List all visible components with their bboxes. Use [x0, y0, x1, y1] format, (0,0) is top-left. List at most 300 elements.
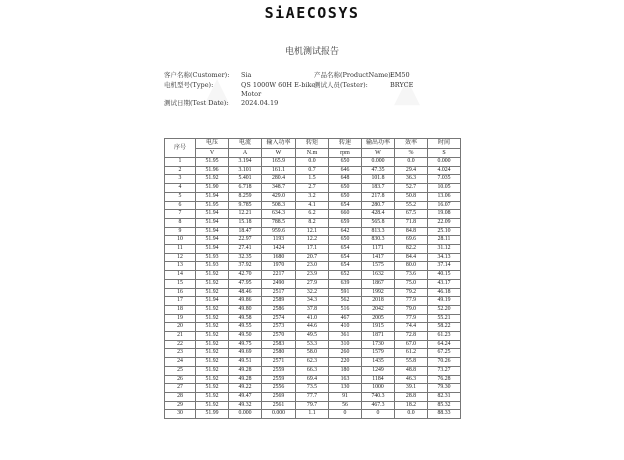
table-cell: 51.92 [196, 340, 229, 349]
table-cell: 642 [329, 227, 362, 236]
row-index-cell: 5 [165, 192, 196, 201]
table-cell: 49.58 [229, 314, 262, 323]
table-cell: 2574 [262, 314, 296, 323]
table-cell: 19.08 [428, 210, 461, 219]
table-cell: 516 [329, 305, 362, 314]
table-cell: 70.26 [428, 358, 461, 367]
table-cell: 2561 [262, 401, 296, 410]
table-cell: 654 [329, 262, 362, 271]
table-cell: 79.2 [395, 288, 428, 297]
table-cell: 67.0 [395, 340, 428, 349]
row-index-cell: 10 [165, 236, 196, 245]
table-cell: 654 [329, 201, 362, 210]
table-cell: 49.19 [428, 297, 461, 306]
table-cell: 51.93 [196, 253, 229, 262]
row-index-cell: 20 [165, 323, 196, 332]
table-row [165, 158, 461, 167]
table-cell: 28.11 [428, 236, 461, 245]
row-index-cell: 14 [165, 271, 196, 280]
table-cell: 84.4 [395, 253, 428, 262]
table-cell: 161.1 [262, 166, 296, 175]
table-cell: 2.7 [296, 184, 329, 193]
table-cell: 10.05 [428, 184, 461, 193]
column-unit: W [262, 148, 296, 158]
table-row [165, 349, 461, 358]
table-cell: 220 [329, 358, 362, 367]
table-cell: 55.21 [428, 314, 461, 323]
table-cell: 830.3 [362, 236, 395, 245]
table-row [165, 175, 461, 184]
type-value: QS 1000W 60H E-bike [241, 81, 316, 89]
row-index-cell: 9 [165, 227, 196, 236]
table-cell: 84.8 [395, 227, 428, 236]
table-cell: 82.31 [428, 392, 461, 401]
table-cell: 410 [329, 323, 362, 332]
table-cell: 648 [329, 175, 362, 184]
table-cell: 508.3 [262, 201, 296, 210]
table-row [165, 236, 461, 245]
column-header: 电流 [229, 139, 262, 149]
table-row [165, 245, 461, 254]
table-cell: 56 [329, 401, 362, 410]
table-cell: 8.2 [296, 218, 329, 227]
table-cell: 66.3 [296, 366, 329, 375]
table-cell: 183.7 [362, 184, 395, 193]
tester-value: BRYCE [390, 81, 414, 89]
report-title: 电机测试报告 [284, 47, 339, 57]
row-index-cell: 1 [165, 158, 196, 167]
table-cell: 51.92 [196, 314, 229, 323]
table-cell: 64.24 [428, 340, 461, 349]
index-header: 序号 [165, 139, 196, 158]
table-cell: 591 [329, 288, 362, 297]
table-cell: 48.46 [229, 288, 262, 297]
table-row [165, 358, 461, 367]
table-cell: 27.9 [296, 279, 329, 288]
table-cell: 51.92 [196, 288, 229, 297]
table-cell: 2589 [262, 297, 296, 306]
row-index-cell: 13 [165, 262, 196, 271]
table-cell: 1871 [362, 332, 395, 341]
table-cell: 55.8 [395, 358, 428, 367]
table-cell: 163 [329, 375, 362, 384]
table-cell: 2517 [262, 288, 296, 297]
table-cell: 58.0 [296, 349, 329, 358]
table-cell: 51.92 [196, 366, 229, 375]
product-value: EM50 [390, 71, 410, 79]
table-cell: 47.95 [229, 279, 262, 288]
table-cell: 813.3 [362, 227, 395, 236]
table-cell: 180 [329, 366, 362, 375]
table-row [165, 332, 461, 341]
table-row [165, 210, 461, 219]
table-cell: 48.8 [395, 366, 428, 375]
table-cell: 6.718 [229, 184, 262, 193]
table-cell: 217.8 [362, 192, 395, 201]
table-row [165, 192, 461, 201]
column-header: 时间 [428, 139, 461, 149]
table-cell: 1193 [262, 236, 296, 245]
table-cell: 9.785 [229, 201, 262, 210]
table-cell: 1424 [262, 245, 296, 254]
table-cell: 8.259 [229, 192, 262, 201]
row-index-cell: 17 [165, 297, 196, 306]
table-cell: 49.75 [229, 340, 262, 349]
table-cell: 16.07 [428, 201, 461, 210]
table-cell: 1.5 [296, 175, 329, 184]
table-cell: 2217 [262, 271, 296, 280]
table-cell: 650 [329, 158, 362, 167]
table-cell: 467.3 [362, 401, 395, 410]
table-cell: 0.0 [395, 158, 428, 167]
table-cell: 1867 [362, 279, 395, 288]
table-cell: 1992 [362, 288, 395, 297]
table-cell: 654 [329, 245, 362, 254]
table-cell: 75.0 [395, 279, 428, 288]
type-value-continued: Motor [241, 90, 262, 98]
table-cell: 52.7 [395, 184, 428, 193]
table-cell: 740.3 [362, 392, 395, 401]
row-index-cell: 29 [165, 401, 196, 410]
table-row [165, 166, 461, 175]
table-cell: 51.92 [196, 332, 229, 341]
table-cell: 28.8 [395, 392, 428, 401]
table-cell: 44.6 [296, 323, 329, 332]
header-row-units [165, 148, 461, 158]
row-index-cell: 12 [165, 253, 196, 262]
table-cell: 72.8 [395, 332, 428, 341]
table-cell: 0.000 [362, 158, 395, 167]
table-cell: 1730 [362, 340, 395, 349]
table-cell: 17.1 [296, 245, 329, 254]
table-cell: 428.4 [362, 210, 395, 219]
table-cell: 85.32 [428, 401, 461, 410]
table-cell: 77.9 [395, 297, 428, 306]
table-cell: 37.92 [229, 262, 262, 271]
table-cell: 43.17 [428, 279, 461, 288]
row-index-cell: 28 [165, 392, 196, 401]
table-cell: 73.5 [296, 384, 329, 393]
table-cell: 2042 [362, 305, 395, 314]
table-cell: 42.70 [229, 271, 262, 280]
tester-label: 测试人员(Tester): [314, 81, 368, 89]
table-cell: 1417 [362, 253, 395, 262]
table-cell: 67.25 [428, 349, 461, 358]
row-index-cell: 15 [165, 279, 196, 288]
table-cell: 2586 [262, 305, 296, 314]
customer-label: 客户名称(Customer): [164, 71, 230, 79]
table-cell: 1575 [362, 262, 395, 271]
table-row [165, 201, 461, 210]
table-cell: 73.6 [395, 271, 428, 280]
row-index-cell: 11 [165, 245, 196, 254]
table-cell: 0.000 [262, 410, 296, 419]
table-cell: 639 [329, 279, 362, 288]
table-cell: 79.7 [296, 401, 329, 410]
column-unit: A [229, 148, 262, 158]
table-cell: 51.94 [196, 236, 229, 245]
table-cell: 58.22 [428, 323, 461, 332]
table-cell: 51.90 [196, 184, 229, 193]
column-header: 效率 [395, 139, 428, 149]
table-cell: 1915 [362, 323, 395, 332]
row-index-cell: 6 [165, 201, 196, 210]
table-cell: 12.1 [296, 227, 329, 236]
table-cell: 429.0 [262, 192, 296, 201]
table-cell: 51.94 [196, 227, 229, 236]
table-cell: 1680 [262, 253, 296, 262]
table-cell: 51.92 [196, 323, 229, 332]
table-cell: 0 [362, 410, 395, 419]
table-cell: 32.2 [296, 288, 329, 297]
column-unit: S [428, 148, 461, 158]
table-row [165, 410, 461, 419]
table-cell: 40.15 [428, 271, 461, 280]
table-cell: 34.3 [296, 297, 329, 306]
table-cell: 49.55 [229, 323, 262, 332]
table-cell: 280.4 [262, 175, 296, 184]
table-row [165, 271, 461, 280]
table-cell: 23.9 [296, 271, 329, 280]
row-index-cell: 16 [165, 288, 196, 297]
table-cell: 650 [329, 236, 362, 245]
table-cell: 51.94 [196, 218, 229, 227]
table-cell: 52.20 [428, 305, 461, 314]
table-cell: 1632 [362, 271, 395, 280]
table-cell: 51.92 [196, 358, 229, 367]
table-cell: 959.6 [262, 227, 296, 236]
table-cell: 73.27 [428, 366, 461, 375]
table-cell: 467 [329, 314, 362, 323]
table-cell: 34.13 [428, 253, 461, 262]
table-cell: 37.14 [428, 262, 461, 271]
table-cell: 562 [329, 297, 362, 306]
table-cell: 3.101 [229, 166, 262, 175]
table-cell: 361 [329, 332, 362, 341]
column-header: 输入功率 [262, 139, 296, 149]
table-cell: 37.8 [296, 305, 329, 314]
table-cell: 50.8 [395, 192, 428, 201]
table-cell: 49.22 [229, 384, 262, 393]
product-label: 产品名称(ProductName): [314, 71, 393, 79]
table-cell: 79.30 [428, 384, 461, 393]
table-cell: 654 [329, 253, 362, 262]
table-cell: 22.97 [229, 236, 262, 245]
table-cell: 1249 [362, 366, 395, 375]
table-cell: 1970 [262, 262, 296, 271]
table-cell: 51.92 [196, 392, 229, 401]
table-cell: 4.024 [428, 166, 461, 175]
type-label: 电机型号(Type): [164, 81, 214, 89]
table-cell: 49.51 [229, 358, 262, 367]
table-cell: 650 [329, 184, 362, 193]
table-cell: 69.6 [395, 236, 428, 245]
table-cell: 0 [329, 410, 362, 419]
table-cell: 18.2 [395, 401, 428, 410]
column-unit: % [395, 148, 428, 158]
table-cell: 62.3 [296, 358, 329, 367]
table-cell: 4.1 [296, 201, 329, 210]
table-cell: 79.0 [395, 305, 428, 314]
date-value: 2024.04.19 [241, 99, 279, 107]
table-cell: 51.92 [196, 401, 229, 410]
table-row [165, 366, 461, 375]
table-row [165, 253, 461, 262]
table-cell: 51.92 [196, 375, 229, 384]
table-cell: 20.7 [296, 253, 329, 262]
row-index-cell: 4 [165, 184, 196, 193]
customer-value: Sia [241, 71, 252, 79]
table-cell: 51.94 [196, 245, 229, 254]
table-cell: 49.28 [229, 375, 262, 384]
table-cell: 91 [329, 392, 362, 401]
table-cell: 1184 [362, 375, 395, 384]
table-cell: 565.8 [362, 218, 395, 227]
row-index-cell: 25 [165, 366, 196, 375]
table-row [165, 392, 461, 401]
table-cell: 0.7 [296, 166, 329, 175]
table-cell: 32.35 [229, 253, 262, 262]
column-unit: rpm [329, 148, 362, 158]
table-cell: 348.7 [262, 184, 296, 193]
table-cell: 634.3 [262, 210, 296, 219]
row-index-cell: 23 [165, 349, 196, 358]
column-header: 转速 [329, 139, 362, 149]
table-cell: 51.94 [196, 192, 229, 201]
table-cell: 6.2 [296, 210, 329, 219]
table-row [165, 401, 461, 410]
row-index-cell: 3 [165, 175, 196, 184]
table-row [165, 375, 461, 384]
table-cell: 18.47 [229, 227, 262, 236]
table-row [165, 288, 461, 297]
table-cell: 260 [329, 349, 362, 358]
table-cell: 22.09 [428, 218, 461, 227]
table-cell: 51.93 [196, 262, 229, 271]
table-cell: 13.06 [428, 192, 461, 201]
test-data-table [164, 138, 461, 419]
table-row [165, 305, 461, 314]
table-row [165, 340, 461, 349]
table-cell: 2571 [262, 358, 296, 367]
table-cell: 650 [329, 192, 362, 201]
table-cell: 2018 [362, 297, 395, 306]
table-cell: 2573 [262, 323, 296, 332]
table-cell: 660 [329, 210, 362, 219]
column-header: 电压 [196, 139, 229, 149]
table-cell: 3.194 [229, 158, 262, 167]
table-cell: 0.000 [229, 410, 262, 419]
table-cell: 51.92 [196, 279, 229, 288]
table-cell: 51.92 [196, 305, 229, 314]
table-row [165, 227, 461, 236]
table-cell: 51.92 [196, 175, 229, 184]
column-header: 输出功率 [362, 139, 395, 149]
table-cell: 82.2 [395, 245, 428, 254]
table-cell: 61.2 [395, 349, 428, 358]
table-cell: 310 [329, 340, 362, 349]
table-cell: 31.12 [428, 245, 461, 254]
table-cell: 80.0 [395, 262, 428, 271]
table-cell: 2580 [262, 349, 296, 358]
table-cell: 5.401 [229, 175, 262, 184]
table-cell: 51.94 [196, 210, 229, 219]
row-index-cell: 2 [165, 166, 196, 175]
row-index-cell: 27 [165, 384, 196, 393]
table-cell: 74.4 [395, 323, 428, 332]
column-unit: N.m [296, 148, 329, 158]
table-cell: 51.95 [196, 158, 229, 167]
row-index-cell: 7 [165, 210, 196, 219]
table-cell: 46.3 [395, 375, 428, 384]
table-row [165, 297, 461, 306]
row-index-cell: 22 [165, 340, 196, 349]
table-cell: 1000 [362, 384, 395, 393]
column-unit: W [362, 148, 395, 158]
table-cell: 15.18 [229, 218, 262, 227]
row-index-cell: 30 [165, 410, 196, 419]
table-cell: 2005 [362, 314, 395, 323]
table-cell: 0.000 [428, 158, 461, 167]
table-cell: 0.0 [395, 410, 428, 419]
table-cell: 2570 [262, 332, 296, 341]
table-cell: 51.92 [196, 349, 229, 358]
table-cell: 659 [329, 218, 362, 227]
table-cell: 47.35 [362, 166, 395, 175]
table-cell: 67.5 [395, 210, 428, 219]
table-cell: 39.1 [395, 384, 428, 393]
row-index-cell: 18 [165, 305, 196, 314]
table-cell: 49.86 [229, 297, 262, 306]
table-cell: 49.5 [296, 332, 329, 341]
table-cell: 165.9 [262, 158, 296, 167]
table-cell: 2556 [262, 384, 296, 393]
table-cell: 55.2 [395, 201, 428, 210]
table-cell: 23.0 [296, 262, 329, 271]
column-header: 转矩 [296, 139, 329, 149]
table-cell: 1579 [362, 349, 395, 358]
header-row-names [165, 139, 461, 149]
table-cell: 1435 [362, 358, 395, 367]
table-cell: 101.8 [362, 175, 395, 184]
table-cell: 3.2 [296, 192, 329, 201]
row-index-cell: 21 [165, 332, 196, 341]
table-cell: 77.7 [296, 392, 329, 401]
table-cell: 51.92 [196, 384, 229, 393]
date-label: 测试日期(Test Date): [164, 99, 229, 107]
table-cell: 36.3 [395, 175, 428, 184]
row-index-cell: 19 [165, 314, 196, 323]
table-cell: 2559 [262, 366, 296, 375]
table-cell: 130 [329, 384, 362, 393]
table-cell: 53.3 [296, 340, 329, 349]
table-row [165, 218, 461, 227]
table-cell: 46.18 [428, 288, 461, 297]
table-cell: 71.8 [395, 218, 428, 227]
table-cell: 49.28 [229, 366, 262, 375]
table-row [165, 314, 461, 323]
table-cell: 12.21 [229, 210, 262, 219]
table-row [165, 262, 461, 271]
table-cell: 88.33 [428, 410, 461, 419]
table-cell: 61.23 [428, 332, 461, 341]
column-unit: V [196, 148, 229, 158]
table-cell: 51.95 [196, 201, 229, 210]
table-cell: 76.28 [428, 375, 461, 384]
table-cell: 2569 [262, 392, 296, 401]
table-row [165, 184, 461, 193]
table-cell: 49.32 [229, 401, 262, 410]
